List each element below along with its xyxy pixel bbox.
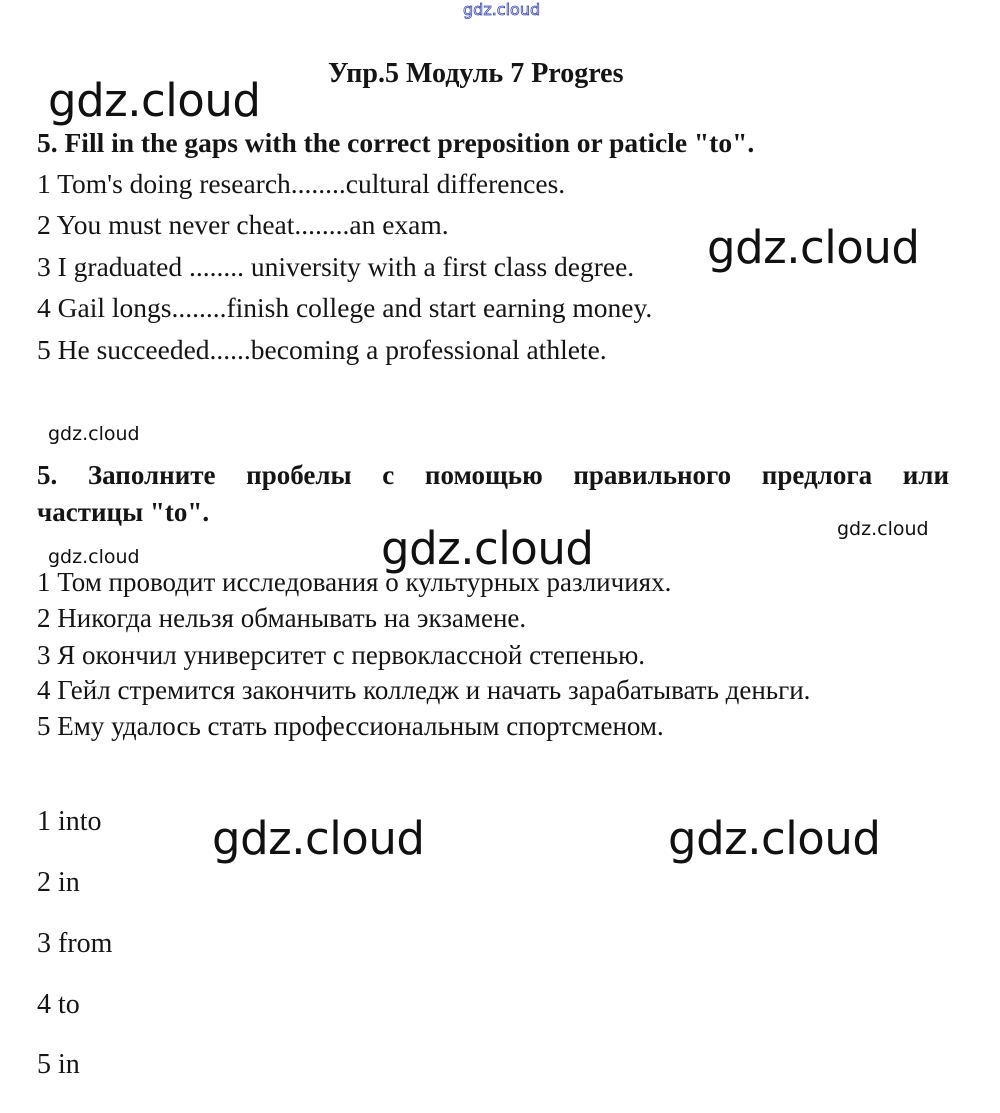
watermark-4: gdz.cloud	[381, 522, 594, 575]
watermark-6: gdz.cloud	[48, 546, 140, 568]
english-sentence-3: 3 I graduated ........ university with a first class degree.	[37, 251, 635, 282]
english-sentence-5: 5 He succeeded......becoming a professional athlete.	[37, 334, 607, 365]
watermark-8: gdz.cloud	[668, 812, 881, 865]
english-sentence-4: 4 Gail longs........finish college and start earning money.	[37, 292, 653, 323]
task-heading-russian-line2: частицы "to".	[37, 497, 210, 527]
watermark-top: gdz.cloud	[463, 0, 541, 19]
russian-sentence-1: 1 Том проводит исследования о культурных различиях.	[37, 567, 672, 597]
watermark-1: gdz.cloud	[48, 74, 261, 127]
answer-4: 4 to	[37, 989, 80, 1020]
task-heading-russian-line1: 5. Заполните пробелы с помощью правильного предлога или	[37, 460, 949, 490]
russian-sentence-5: 5 Ему удалось стать профессиональным спортсменом.	[37, 711, 664, 741]
russian-sentence-4: 4 Гейл стремится закончить колледж и начать зарабатывать деньги.	[37, 675, 811, 705]
russian-sentence-2: 2 Никогда нельзя обманывать на экзамене.	[37, 603, 527, 633]
answer-1: 1 into	[37, 806, 102, 837]
watermark-2: gdz.cloud	[707, 221, 920, 274]
answer-3: 3 from	[37, 928, 113, 959]
answer-2: 2 in	[37, 867, 80, 898]
page-title: Упр.5 Модуль 7 Progres	[328, 58, 624, 89]
english-sentence-2: 2 You must never cheat........an exam.	[37, 209, 449, 240]
russian-sentence-3: 3 Я окончил университет с первоклассной степенью.	[37, 640, 646, 670]
watermark-7: gdz.cloud	[212, 812, 425, 865]
watermark-5: gdz.cloud	[837, 518, 929, 540]
watermark-3: gdz.cloud	[48, 423, 140, 445]
answer-5: 5 in	[37, 1049, 80, 1080]
task-heading-english: 5. Fill in the gaps with the correct preposition or paticle "to".	[37, 127, 755, 158]
english-sentence-1: 1 Tom's doing research........cultural differences.	[37, 168, 566, 199]
